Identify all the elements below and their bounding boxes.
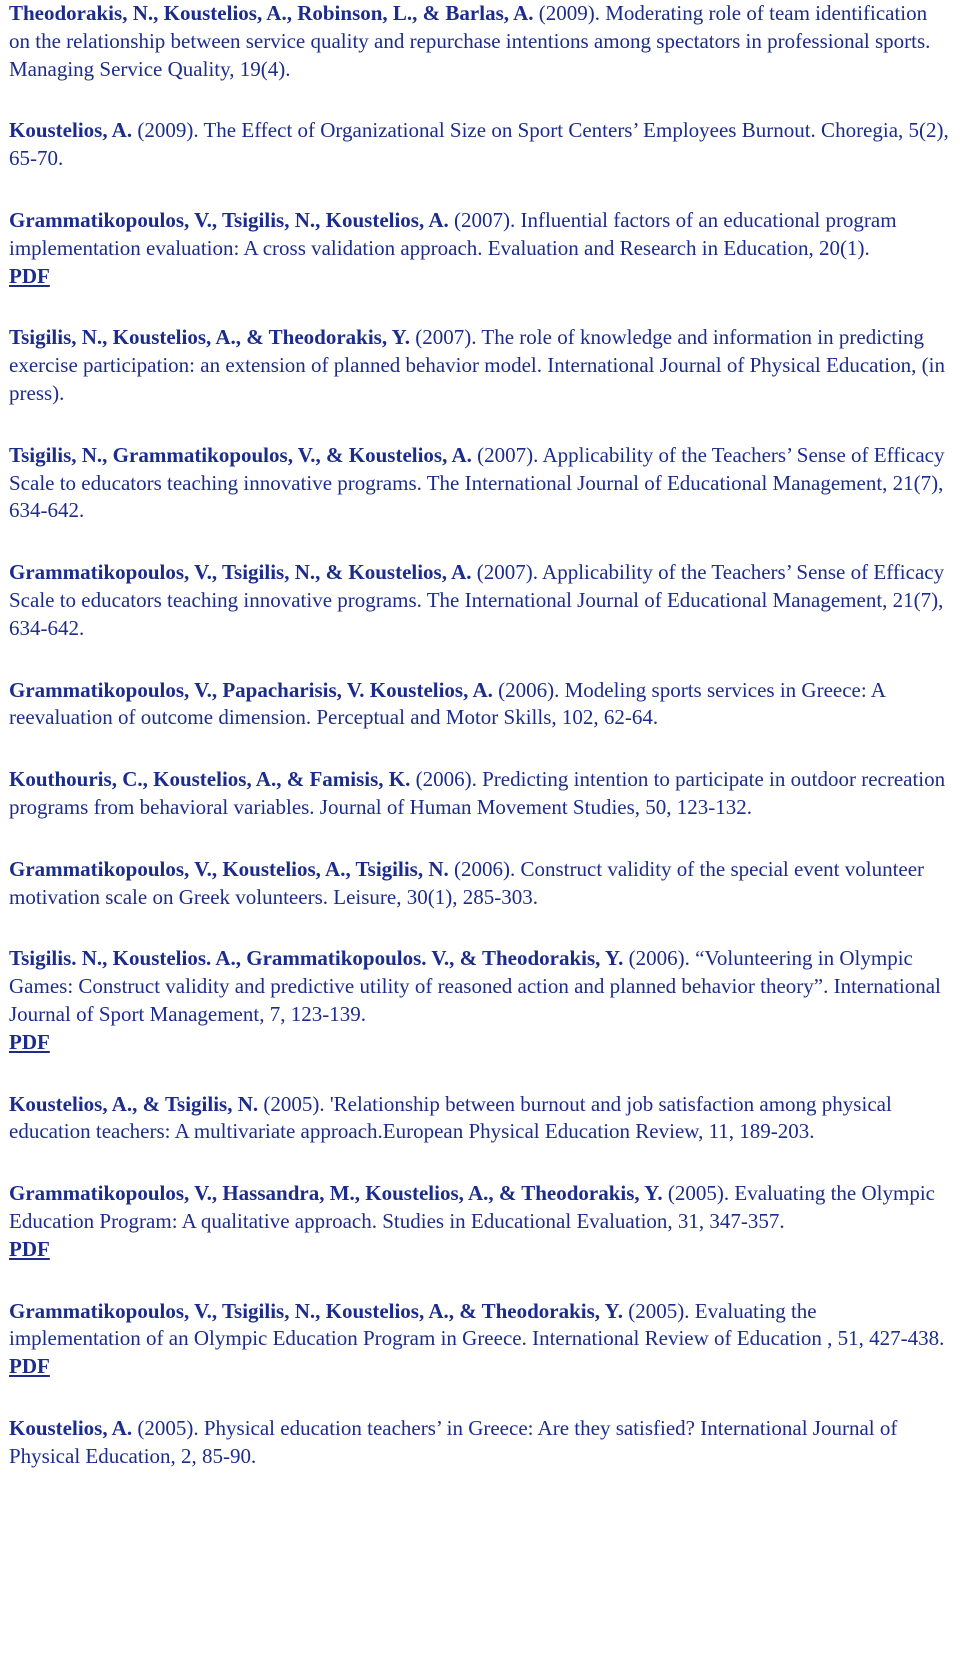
- publication-authors: Tsigilis, N., Grammatikopoulos, V., & Koustelios, A.: [9, 442, 472, 467]
- publication-authors: Koustelios, A.: [9, 118, 133, 143]
- pdf-link[interactable]: PDF: [9, 1236, 50, 1261]
- publication-authors: Tsigilis. N., Koustelios. A., Grammatikopoulos. V., & Theodorakis, Y.: [9, 946, 624, 971]
- publication-citation: (2005). Evaluating the Olympic Education Program: A qualitative approach. Studies in Educational Evaluation, 31, 347-357.: [9, 1181, 935, 1233]
- publication-authors: Theodorakis, N., Koustelios, A., Robinson, L., & Barlas, A.: [9, 1, 534, 25]
- publication-entry: [9, 0, 950, 83]
- publication-entry: [9, 117, 950, 173]
- publication-authors: Grammatikopoulos, V., Tsigilis, N., Koustelios, A., & Theodorakis, Y.: [9, 1298, 624, 1323]
- publication-authors: Grammatikopoulos, V., Papacharisis, V. Koustelios, A.: [9, 677, 493, 702]
- publication-citation: (2006). Predicting intention to participate in outdoor recreation programs from behavioral variables. Journal of Human Movement Studies, 50, 123-132.: [9, 767, 946, 819]
- publication-entry: [9, 559, 950, 642]
- publication-entry: [9, 1180, 950, 1263]
- publication-citation: (2009). Moderating role of team identification on the relationship between service quality and repurchase intentions among spectators in professional sports. Managing Service Quality, 19(4).: [9, 1, 931, 81]
- publication-entry: [9, 442, 950, 525]
- publication-entry: [9, 766, 950, 822]
- publication-entry: [9, 1091, 950, 1147]
- publication-authors: Kouthouris, C., Koustelios, A., & Famisis, K.: [9, 767, 411, 792]
- publication-authors: Grammatikopoulos, V., Hassandra, M., Koustelios, A., & Theodorakis, Y.: [9, 1181, 663, 1206]
- pdf-link[interactable]: PDF: [9, 1354, 50, 1379]
- publication-entry: [9, 324, 950, 407]
- publication-entry: [9, 207, 950, 290]
- pdf-link[interactable]: PDF: [9, 1029, 50, 1054]
- publication-authors: Tsigilis, N., Koustelios, A., & Theodorakis, Y.: [9, 325, 411, 350]
- publication-citation: (2005). Physical education teachers’ in Greece: Are they satisfied? International Journal of Physical Education, 2, 85-90.: [9, 1415, 898, 1468]
- publication-authors: Koustelios, A., & Tsigilis, N.: [9, 1091, 259, 1116]
- publication-citation: (2006). Construct validity of the special event volunteer motivation scale on Greek volunteers. Leisure, 30(1), 285-303.: [9, 856, 925, 909]
- publication-entry: [9, 1415, 950, 1471]
- publication-citation: (2007). Applicability of the Teachers’ Sense of Efficacy Scale to educators teaching innovative programs. The International Journal of Educational Management, 21(7), 634-642.: [9, 560, 945, 640]
- publication-authors: Grammatikopoulos, V., Tsigilis, N., & Koustelios, A.: [9, 560, 472, 585]
- publication-citation: (2005). Evaluating the implementation of an Olympic Education Program in Greece. International Review of Education , 51, 427-438.: [9, 1298, 945, 1351]
- publication-citation: (2007). The role of knowledge and information in predicting exercise participation: an extension of planned behavior model. International Journal of Physical Education, (in press).: [9, 325, 945, 405]
- publication-authors: Grammatikopoulos, V., Tsigilis, N., Koustelios, A.: [9, 207, 449, 232]
- publication-citation: (2007). Applicability of the Teachers’ Sense of Efficacy Scale to educators teaching innovative programs. The International Journal of Educational Management, 21(7), 634-642.: [9, 442, 945, 523]
- publication-authors: Grammatikopoulos, V., Koustelios, A., Tsigilis, N.: [9, 856, 449, 881]
- publication-entry: [9, 945, 950, 1056]
- publication-entry: [9, 1298, 950, 1381]
- publication-citation: (2006). Modeling sports services in Greece: A reevaluation of outcome dimension. Perceptual and Motor Skills, 102, 62-64.: [9, 677, 885, 730]
- publication-entry: [9, 677, 950, 733]
- publication-authors: Koustelios, A.: [9, 1415, 133, 1440]
- publication-entry: [9, 856, 950, 912]
- publication-citation: (2006). “Volunteering in Olympic Games: Construct validity and predictive utility of reasoned action and planned behavior theory”. International Journal of Sport Management, 7, 123-139.: [9, 946, 941, 1026]
- publication-citation: (2009). The Effect of Organizational Size on Sport Centers’ Employees Burnout. Choregia, 5(2), 65-70.: [9, 118, 949, 171]
- publication-citation: (2005). 'Relationship between burnout and job satisfaction among physical education teachers: A multivariate approach.European Physical Education Review, 11, 189-203.: [9, 1091, 892, 1144]
- publication-citation: (2007). Influential factors of an educational program implementation evaluation: A cross validation approach. Evaluation and Research in Education, 20(1).: [9, 207, 897, 260]
- pdf-link[interactable]: PDF: [9, 263, 50, 288]
